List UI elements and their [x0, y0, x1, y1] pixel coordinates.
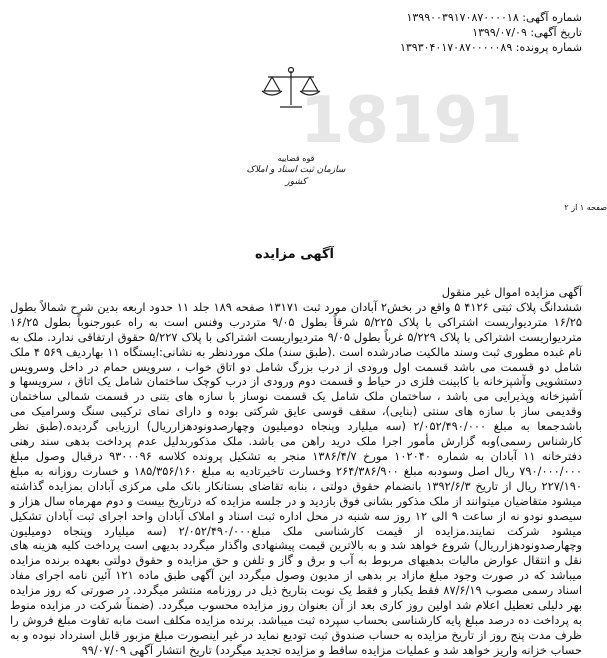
auction-subheading: آگهی مزایده اموال غیر منقول [441, 285, 582, 299]
document-title: آگهی مزایده [255, 247, 334, 262]
case-number-row [330, 40, 582, 55]
organization-name: سازمان ثبت اسناد و املاک کشور [246, 165, 346, 187]
ad-metadata [330, 10, 582, 55]
judiciary-emblem-icon [252, 65, 330, 115]
auction-paragraph: ششدانگ پلاک ثبتی ۴۱۲۶ ۵ واقع در بخش۲ آبادان مورد ثبت ۱۳۱۷۱ صفحه ۱۸۹ جلد ۱۱ حدود اربعه بدین شرح شمالاً بطول ۱۶/۲۵ متردیواریست اشتراکی با پلاک ۵/۲۲۵ شرقاً بطول ۹/۰۵ متردرب وفنس است به راه عبورجنوباً بطول ۱۶/۲۵ متردیواریست اشتراکی با پلاک ۵/۲۲۹ غرباً بطول ۹/۰۵ متردیواریست اشتراکی با پلاک ۵/۲۲۷ حقوق ارتفاقی ندارد. ملک به نام غبده مطوری ثبت وسند مالکیت صادرشده است .(طبق سند) ملک موردنظر به نشانی:ایستگاه ۱۱ بهاردیف ۵۶۹ ۴ ملک شامل دو قسمت می باشد قسمت اول ورودی از درب بزرگ شامل دو اتاق خواب ، سرویس حمام در داخل وسرویس دستشویی وآشپزخانه با کابینت فلزی در حیاط و قسمت دوم ورودی از درب کوچک ساختمان شامل یک اتاق ، سرویسها و آشپزخانه وپذیرایی می باشد ، ساختمان ملک شامل یک قسمت نوساز با سازه های بتنی در قسمت شمالی ساختمان وقدیمی ساز با سازه های سنتی (بنایی)، سقف قوسی عایق شرکتی بوده و دارای نمای ترکیبی سنگ وسرامیک می باشدجمعا به مبلغ ۲/۰۵۲/۴۹۰/۰۰۰ (سه میلیارد وپنجاه دومیلیون وچهارصدونودهزارریال) ارزیابی گردیده.(طبق نظر کارشناس رسمی)وبه گزارش مأمور اجرا ملک درید راهن می باشد. ملک مذکوربدلیل عدم پرداخت بدهی سند رهنی دفترخانه ۱۱ آبادان به شماره ۱۰۲۰۴۰ مورخ ۱۳۸۶/۴/۷ منجر به تشکیل پرونده کلاسه ۹۳۰۰۰۹۶ درقبال وصول مبلغ ۷۹۰/۰۰۰/۰۰۰ ریال اصل وسودبه مبلغ ۲۶۴/۳۸۶/۹۰۰ وخسارت تاخیرتادیه به مبلغ ۱۸۵/۳۵۶/۱۶۰ و خسارت روزانه به مبلغ ۲۲۷/۱۹۰ ریال از تاریخ ۱۳۹۲/۶/۳ بانضمام حقوق دولتی ، بنابه تقاضای بستانکار بانک ملی مرکزی آبادان بمزایده گذاشته میشود متقاضیان میتوانند از ملک مذکور بشانی فوق بازدید و در جلسه مزایده که درتاریخ بیست و دوم مهرماه سال هزار و سیصدو نودو نه از ساعت ۹ الی ۱۲ روز سه شنبه در محل اداره ثبت اسناد و املاک آبادان واحد اجرای ثبت آبادان تشکیل میشود شرکت نمایند.مزایده از قیمت کارشناسی ملک مبلغ۲/۰۵۲/۴۹۰/۰۰۰ (سه میلیارد وپنجاه دومیلیون وچهارصدونودهزارریال) شروع خواهد شد و به بالاترین قیمت پیشنهادی واگذار میگردد بدیهی است پرداخت کلیه هزینه های نقل و انتقال عوارض مالیات بدهیهای مربوط به آب و برق و گاز و تلفن و حق مزایده و حقوق دولتی بعهده برنده مزایده میباشد که در صورت وجود مبلغ مازاد بر بدهی از مدیون وصول میگردد این آگهی طبق ماده ۱۲۱ آئین نامه اجرای مفاد اسناد رسمی مصوب ۸۷/۶/۱۹ فقط یکبار و فقط یک نوبت بتاریخ ذیل در روزنامه منتشر میگردد. در صورتی که روز مزایده بهر دلیلی تعطیل اعلام شد اولین روز کاری بعد از آن بعنوان روز مزایده محسوب میگردد. (ضمناً شرکت در مزایده منوط به پرداخت ده درصد مبلغ پایه کارشناسی بحساب سپرده ثبت میباشد. برنده مزایده مکلف است مابه تفاوت مبلغ فروش را ظرف مدت پنج روز از تاریخ مزایده به حساب صندوق ثبت تودیع نماید در غیر اینصورت مبلغ مزبور قابل استرداد نبوده و به حساب خزانه واریز خواهد شد و عملیات مزایده ساقط و مزایده تجدید میگردد) تاریخ انتشار آگهی ۹۹/۰۷/۰۹ [10, 299, 583, 657]
case-number-label: شماره پرونده: [515, 41, 582, 54]
ad-number-row [330, 10, 582, 25]
document-body [10, 285, 582, 658]
case-number: ۱۳۹۳۰۴۰۱۷۰۸۷۰۰۰۰۰۸۹ [399, 41, 513, 54]
watermark: 18191 [300, 84, 523, 158]
page-indicator: صفحه ۱ از ۲ [564, 203, 607, 212]
org-block [236, 154, 356, 188]
ad-date-label: تاریخ آگهی: [530, 26, 582, 39]
ad-number: ۱۳۹۹۰۰۳۹۱۷۰۸۷۰۰۰۰۱۸ [406, 11, 519, 24]
ad-number-label: شماره آگهی: [522, 11, 582, 24]
judiciary-name: قوه قضاییه [277, 154, 315, 163]
ad-date-row [330, 25, 582, 40]
ad-date: ۱۳۹۹/۰۷/۰۹ [472, 26, 527, 39]
